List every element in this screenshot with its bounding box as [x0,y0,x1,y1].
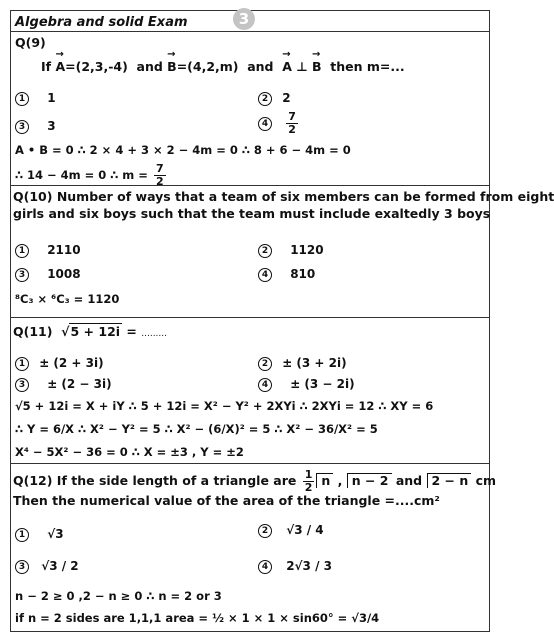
option-4-marker: 4 [258,117,272,131]
page-number-badge: 3 [233,8,255,30]
q10-question-line-1: Q(10) Number of ways that a team of six members can be formed from eight [13,189,554,204]
divider [11,31,489,32]
q9-option-2[interactable]: 2 2 [258,91,291,106]
divider [11,463,489,464]
q11-solution-line-1: √5 + 12i = X + iY ∴ 5 + 12i = X² − Y² + 2XYi ∴ 2XYi = 12 ∴ XY = 6 [15,399,434,413]
q9-option-1[interactable]: 1 1 [15,91,56,106]
q12-solution-line-1: n − 2 ≥ 0 ,2 − n ≥ 0 ∴ n = 2 or 3 [15,589,222,603]
q9-option-4[interactable]: 4 $\frac{7}{2}$ [258,111,300,136]
q10-option-1[interactable]: 1 2110 [15,243,81,258]
q11-option-4[interactable]: 4 ± (3 − 2i) [258,377,355,392]
exam-page [10,10,554,632]
exam-title: Algebra and solid Exam [15,15,188,30]
q10-option-4[interactable]: 4 810 [258,267,315,282]
q11-solution-line-3: X⁴ − 5X² − 36 = 0 ∴ X = ±3 , Y = ±2 [15,445,244,459]
q11-option-2[interactable]: 2 ± (3 + 2i) [258,356,347,371]
q12-question-line-1: Q(12) If the side length of a triangle are $\frac{1}{2}$ n , n − 2 and 2 − n cm [13,468,497,494]
q10-option-2[interactable]: 2 1120 [258,243,324,258]
q9-question: If → A=(2,3,-4) and → B=(4,2,m) and → A ⊥ → B then m=... [41,59,405,74]
option-3-marker: 3 [15,120,29,134]
q12-option-3[interactable]: 3 √3 / 2 [15,559,79,574]
q9-option-3[interactable]: 3 3 [15,119,56,134]
option-1-marker: 1 [15,92,29,106]
q9-solution-line-1: A • B = 0 ∴ 2 × 4 + 3 × 2 − 4m = 0 ∴ 8 + 6 − 4m = 0 [15,143,351,157]
q10-solution: ⁸C₃ × ⁶C₃ = 1120 [15,292,120,306]
divider [11,317,489,318]
q9-solution-line-2: ∴ 14 − 4m = 0 ∴ m = $\frac{7}{2}$ [15,162,164,188]
q11-option-1[interactable]: 1 ± (2 + 3i) [15,356,104,371]
option-2-marker: 2 [258,92,272,106]
q11-solution-line-2: ∴ Y = 6/X ∴ X² − Y² = 5 ∴ X² − (6/X)² = 5 ∴ X² − 36/X² = 5 [15,422,378,436]
q9-number: Q(9) [15,35,46,50]
q10-option-3[interactable]: 3 1008 [15,267,81,282]
q12-solution-line-2: if n = 2 sides are 1,1,1 area = ½ × 1 × 1 × sin60° = √3/4 [15,611,380,625]
q11-question: Q(11) √5 + 12i = ......... [13,324,167,339]
q12-option-1[interactable]: 1 √3 [15,527,64,542]
q12-question-line-2: Then the numerical value of the area of the triangle =....cm² [13,493,440,508]
divider [11,185,489,186]
q12-option-4[interactable]: 4 2√3 / 3 [258,559,332,574]
q12-option-2[interactable]: 2 √3 / 4 [258,523,324,538]
q10-question-line-2: girls and six boys such that the team must include exaltedly 3 boys [13,206,491,221]
q11-option-3[interactable]: 3 ± (2 − 3i) [15,377,112,392]
